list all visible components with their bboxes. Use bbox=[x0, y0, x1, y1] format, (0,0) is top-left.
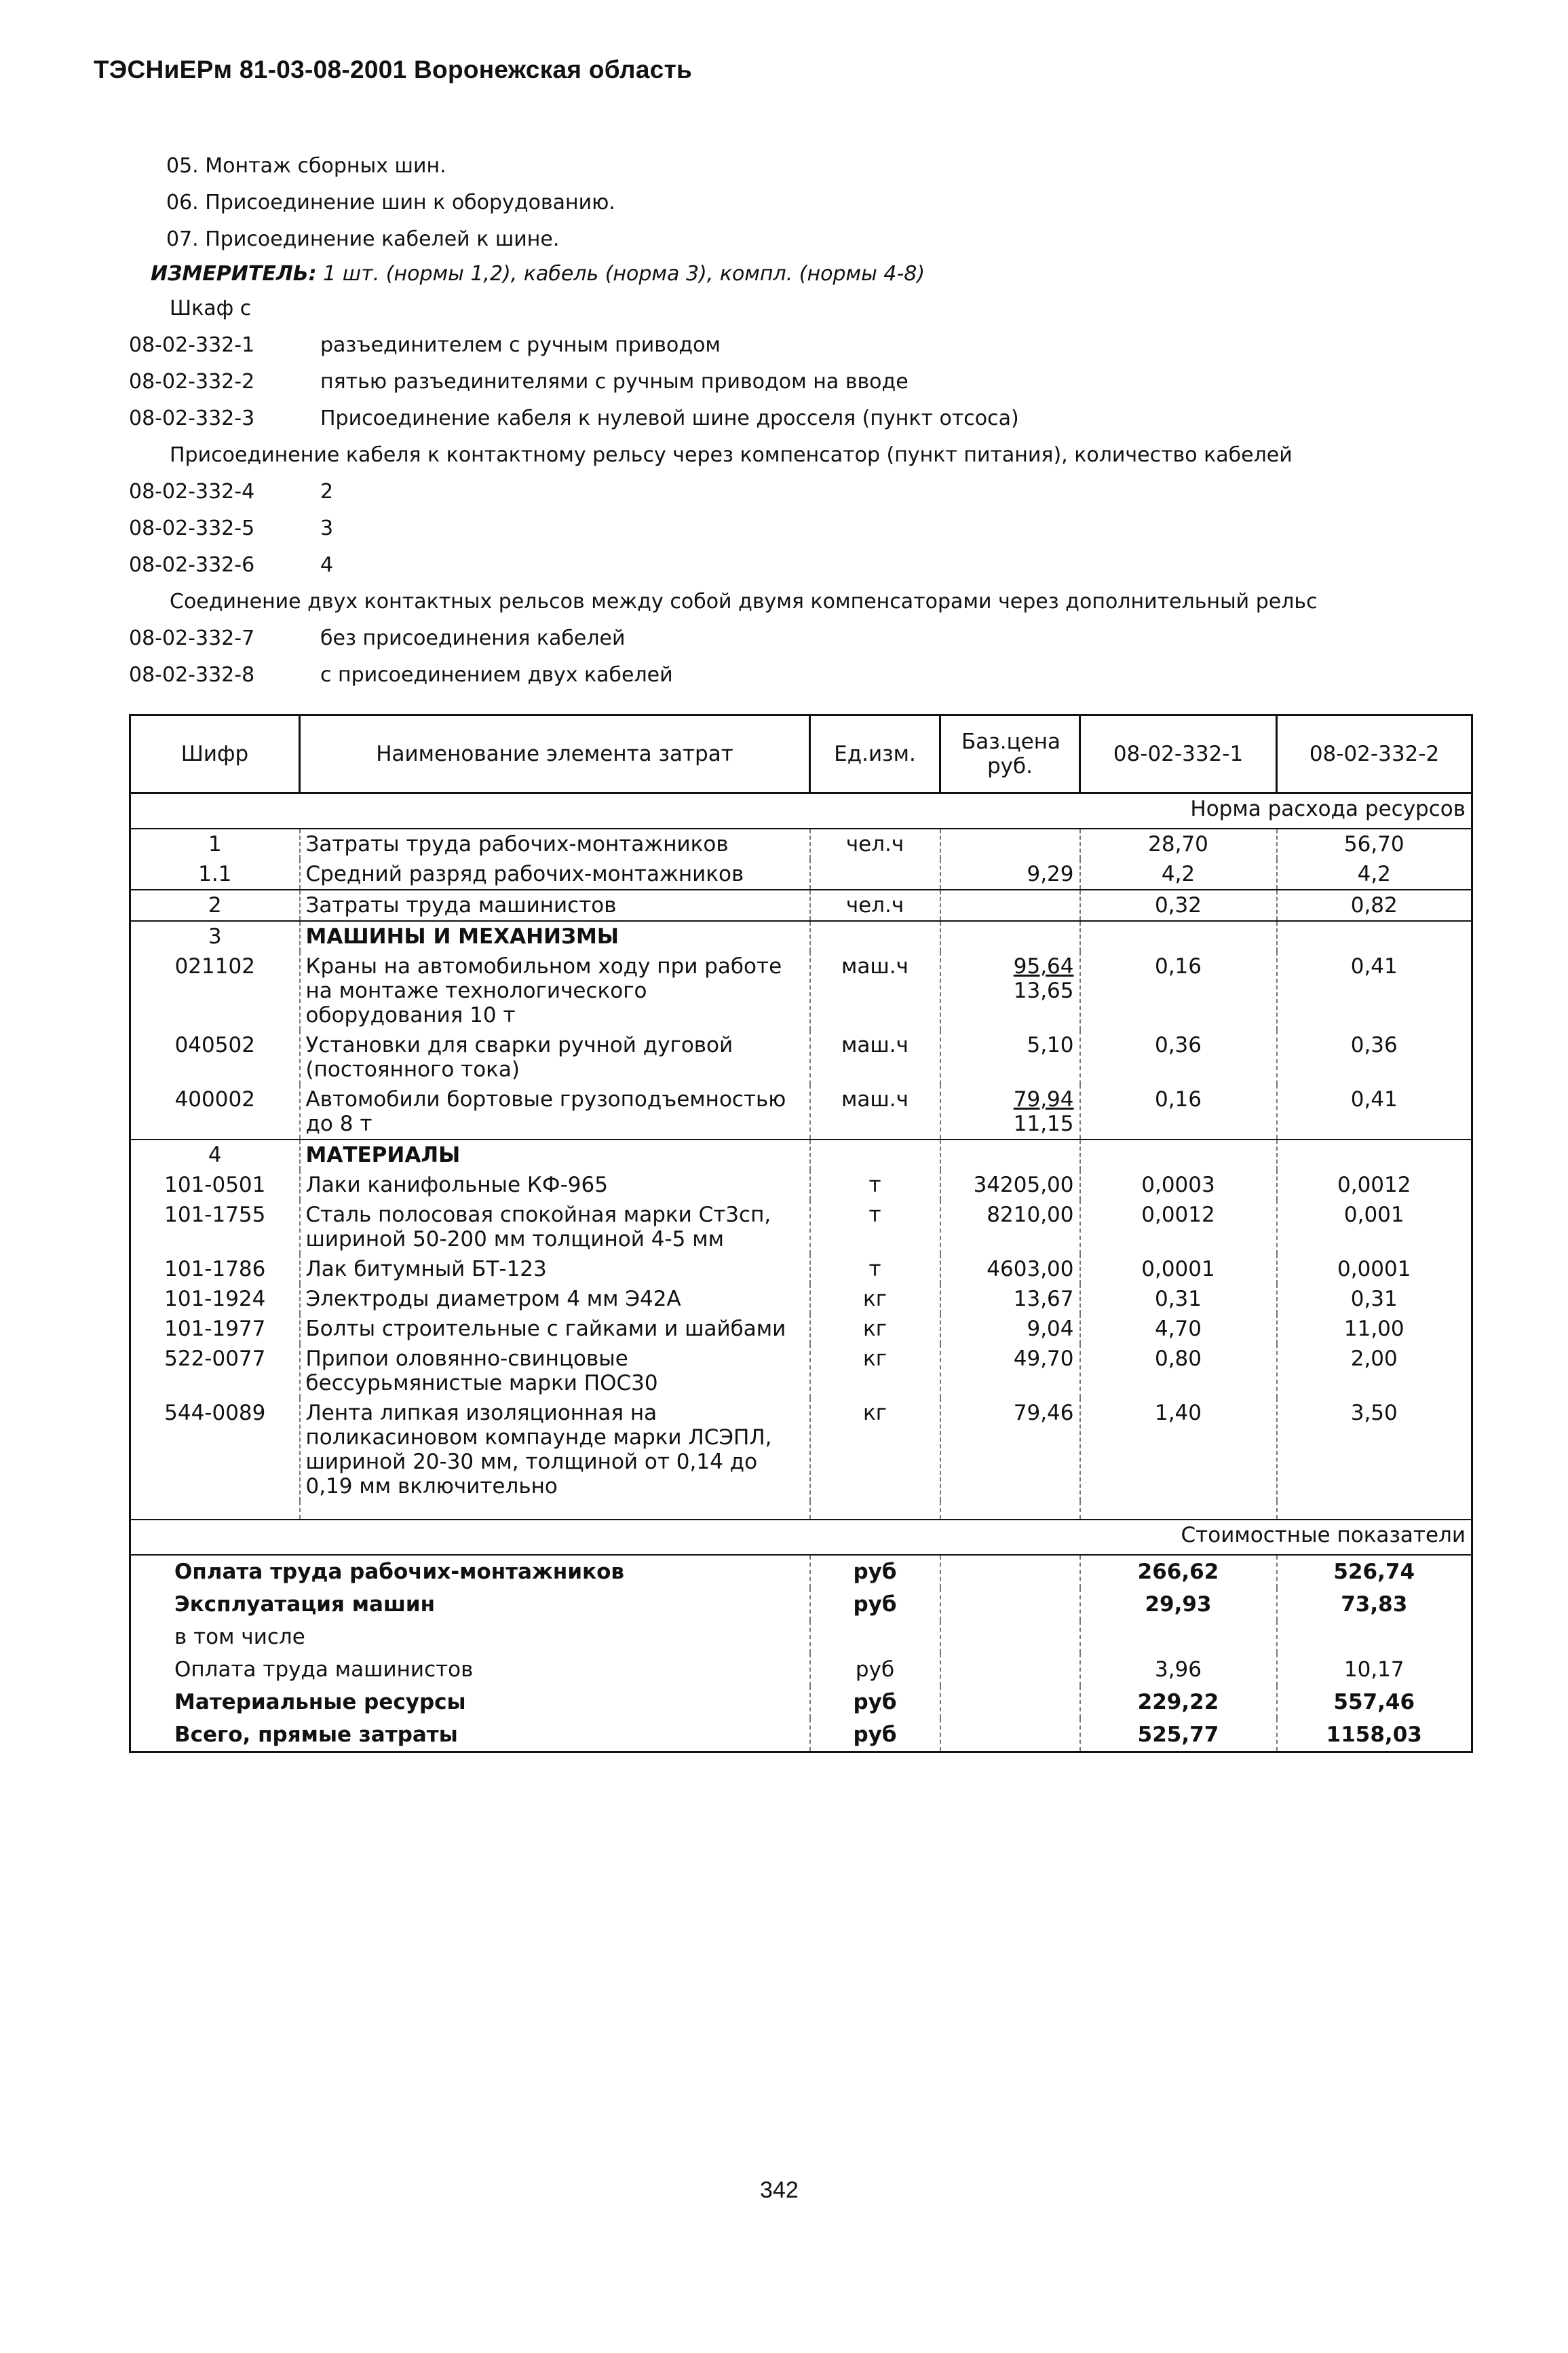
section-header-row bbox=[130, 793, 1472, 829]
spacer-cell bbox=[130, 1501, 300, 1520]
row-value-2: 56,70 bbox=[1277, 829, 1472, 859]
row-value-2: 0,001 bbox=[1277, 1200, 1472, 1254]
summary-unit: руб bbox=[810, 1588, 940, 1621]
table-row bbox=[130, 952, 1472, 1030]
norm-group-heading: Шкаф с bbox=[170, 297, 252, 320]
summary-empty bbox=[940, 1718, 1080, 1752]
row-value-1: 0,80 bbox=[1080, 1344, 1277, 1398]
col-header-code: Шифр bbox=[130, 715, 300, 793]
table-row bbox=[130, 1170, 1472, 1200]
row-value-2 bbox=[1277, 1140, 1472, 1170]
table-row bbox=[130, 1085, 1472, 1140]
summary-value-2: 1158,03 bbox=[1277, 1718, 1472, 1752]
row-name: Припои оловянно-свинцовые бессурьмянистые марки ПОС30 bbox=[300, 1344, 810, 1398]
row-unit: маш.ч bbox=[810, 1085, 940, 1140]
row-price bbox=[940, 1140, 1080, 1170]
row-value-1: 0,16 bbox=[1080, 1085, 1277, 1140]
row-price: 13,67 bbox=[940, 1284, 1080, 1314]
row-value-1: 0,36 bbox=[1080, 1030, 1277, 1085]
row-unit bbox=[810, 859, 940, 890]
section-cost-label: Стоимостные показатели bbox=[130, 1520, 1472, 1555]
summary-value-1: 3,96 bbox=[1080, 1653, 1277, 1686]
table-row bbox=[130, 1254, 1472, 1284]
summary-row bbox=[130, 1718, 1472, 1752]
row-unit: т bbox=[810, 1170, 940, 1200]
norm-code: 08-02-332-5 bbox=[129, 516, 255, 540]
row-name: Болты строительные с гайками и шайбами bbox=[300, 1314, 810, 1344]
summary-value-1: 525,77 bbox=[1080, 1718, 1277, 1752]
table-row bbox=[130, 829, 1472, 859]
row-value-1: 4,2 bbox=[1080, 859, 1277, 890]
summary-value-1: 229,22 bbox=[1080, 1686, 1277, 1718]
row-price bbox=[940, 1085, 1080, 1140]
price-labor-share: 13,65 bbox=[1013, 979, 1074, 1003]
col-header-norm-2: 08-02-332-2 bbox=[1277, 715, 1472, 793]
row-name: Сталь полосовая спокойная марки Ст3сп, шириной 50-200 мм толщиной 4-5 мм bbox=[300, 1200, 810, 1254]
row-value-2: 4,2 bbox=[1277, 859, 1472, 890]
table-row bbox=[130, 1314, 1472, 1344]
summary-value-2: 557,46 bbox=[1277, 1686, 1472, 1718]
norm-name: Присоединение кабеля к нулевой шине дросселя (пункт отсоса) bbox=[320, 407, 1019, 430]
norm-item bbox=[129, 474, 1486, 510]
work-steps-list bbox=[166, 148, 615, 258]
row-unit: маш.ч bbox=[810, 1030, 940, 1085]
norm-code: 08-02-332-6 bbox=[129, 553, 255, 577]
row-value-2: 2,00 bbox=[1277, 1344, 1472, 1398]
spacer-cell bbox=[1080, 1501, 1277, 1520]
row-value-2 bbox=[1277, 921, 1472, 952]
row-unit: кг bbox=[810, 1344, 940, 1398]
summary-name: Оплата труда рабочих-монтажников bbox=[130, 1555, 810, 1588]
work-step: 05. Монтаж сборных шин. bbox=[166, 154, 446, 178]
table-header-row bbox=[130, 715, 1472, 793]
row-value-2: 0,0001 bbox=[1277, 1254, 1472, 1284]
summary-unit: руб bbox=[810, 1555, 940, 1588]
norm-name: пятью разъединителями с ручным приводом на вводе bbox=[320, 370, 909, 394]
row-value-1: 0,31 bbox=[1080, 1284, 1277, 1314]
summary-value-2 bbox=[1277, 1621, 1472, 1653]
row-value-2: 0,41 bbox=[1277, 1085, 1472, 1140]
norm-item bbox=[129, 547, 1486, 584]
summary-name: Материальные ресурсы bbox=[130, 1686, 810, 1718]
row-unit: кг bbox=[810, 1398, 940, 1501]
summary-unit bbox=[810, 1621, 940, 1653]
row-name: МАШИНЫ И МЕХАНИЗМЫ bbox=[300, 921, 810, 952]
row-code: 040502 bbox=[130, 1030, 300, 1085]
measurement-text: 1 шт. (нормы 1,2), кабель (норма 3), компл. (нормы 4-8) bbox=[323, 262, 925, 286]
row-value-2: 0,0012 bbox=[1277, 1170, 1472, 1200]
summary-name: Эксплуатация машин bbox=[130, 1588, 810, 1621]
row-value-1: 0,0012 bbox=[1080, 1200, 1277, 1254]
price-base: 95,64 bbox=[1013, 954, 1074, 979]
row-code: 021102 bbox=[130, 952, 300, 1030]
row-name: Лента липкая изоляционная на поликасиновом компаунде марки ЛСЭПЛ, шириной 20-30 мм, толщиной от 0,14 до 0,19 мм включительно bbox=[300, 1398, 810, 1501]
row-value-1: 0,32 bbox=[1080, 890, 1277, 921]
summary-unit: руб bbox=[810, 1718, 940, 1752]
table-spacer-row bbox=[130, 1501, 1472, 1520]
row-unit: т bbox=[810, 1254, 940, 1284]
norm-code: 08-02-332-4 bbox=[129, 480, 255, 504]
row-price bbox=[940, 921, 1080, 952]
norm-item bbox=[129, 620, 1486, 657]
summary-row bbox=[130, 1621, 1472, 1653]
row-price bbox=[940, 829, 1080, 859]
summary-row bbox=[130, 1588, 1472, 1621]
row-name: Затраты труда рабочих-монтажников bbox=[300, 829, 810, 859]
price-labor-share: 11,15 bbox=[1013, 1112, 1074, 1136]
summary-row bbox=[130, 1686, 1472, 1718]
row-value-1: 4,70 bbox=[1080, 1314, 1277, 1344]
table-row bbox=[130, 921, 1472, 952]
row-value-1 bbox=[1080, 1140, 1277, 1170]
spacer-cell bbox=[810, 1501, 940, 1520]
summary-name: Всего, прямые затраты bbox=[130, 1718, 810, 1752]
table-row bbox=[130, 1344, 1472, 1398]
norm-code: 08-02-332-7 bbox=[129, 626, 255, 650]
section-norm-label: Норма расхода ресурсов bbox=[130, 793, 1472, 829]
norm-item bbox=[129, 364, 1486, 400]
norm-name: с присоединением двух кабелей bbox=[320, 663, 673, 687]
col-header-norm-1: 08-02-332-1 bbox=[1080, 715, 1277, 793]
row-price bbox=[940, 890, 1080, 921]
norm-code: 08-02-332-2 bbox=[129, 370, 255, 394]
row-unit: кг bbox=[810, 1284, 940, 1314]
table-row bbox=[130, 1200, 1472, 1254]
table-row bbox=[130, 1398, 1472, 1501]
summary-value-1: 29,93 bbox=[1080, 1588, 1277, 1621]
section-header-row bbox=[130, 1520, 1472, 1555]
norm-item bbox=[129, 657, 1486, 694]
row-code: 3 bbox=[130, 921, 300, 952]
summary-empty bbox=[940, 1588, 1080, 1621]
row-name: Лак битумный БТ-123 bbox=[300, 1254, 810, 1284]
table-row bbox=[130, 1284, 1472, 1314]
measurement-label: ИЗМЕРИТЕЛЬ: bbox=[151, 262, 317, 286]
row-code: 101-1786 bbox=[130, 1254, 300, 1284]
norm-name: 4 bbox=[320, 553, 334, 577]
resource-norms-table bbox=[129, 714, 1473, 1753]
row-name: Лаки канифольные КФ-965 bbox=[300, 1170, 810, 1200]
row-code: 101-1977 bbox=[130, 1314, 300, 1344]
running-header: ТЭСНиЕРм 81-03-08-2001 Воронежская область bbox=[94, 56, 693, 83]
row-price: 4603,00 bbox=[940, 1254, 1080, 1284]
work-step: 07. Присоединение кабелей к шине. bbox=[166, 227, 560, 251]
norm-group-heading: Соединение двух контактных рельсов между собой двумя компенсаторами через дополнительный рельс bbox=[170, 590, 1318, 614]
summary-empty bbox=[940, 1686, 1080, 1718]
row-value-2: 3,50 bbox=[1277, 1398, 1472, 1501]
row-code: 101-1924 bbox=[130, 1284, 300, 1314]
spacer-cell bbox=[1277, 1501, 1472, 1520]
summary-row bbox=[130, 1555, 1472, 1588]
row-value-2: 0,82 bbox=[1277, 890, 1472, 921]
row-price: 34205,00 bbox=[940, 1170, 1080, 1200]
row-name: Краны на автомобильном ходу при работе на монтаже технологического оборудования 10 т bbox=[300, 952, 810, 1030]
summary-empty bbox=[940, 1555, 1080, 1588]
spacer-cell bbox=[940, 1501, 1080, 1520]
row-value-2: 0,41 bbox=[1277, 952, 1472, 1030]
row-unit: чел.ч bbox=[810, 829, 940, 859]
row-unit: чел.ч bbox=[810, 890, 940, 921]
norm-code: 08-02-332-1 bbox=[129, 333, 255, 357]
norm-code: 08-02-332-8 bbox=[129, 663, 255, 687]
summary-value-2: 10,17 bbox=[1277, 1653, 1472, 1686]
row-price: 79,46 bbox=[940, 1398, 1080, 1501]
summary-empty bbox=[940, 1653, 1080, 1686]
row-value-1: 0,0003 bbox=[1080, 1170, 1277, 1200]
summary-value-2: 73,83 bbox=[1277, 1588, 1472, 1621]
table-row bbox=[130, 1140, 1472, 1170]
col-header-unit: Ед.изм. bbox=[810, 715, 940, 793]
summary-value-1 bbox=[1080, 1621, 1277, 1653]
table-row bbox=[130, 890, 1472, 921]
norm-name: разъединителем с ручным приводом bbox=[320, 333, 721, 357]
row-price: 9,29 bbox=[940, 859, 1080, 890]
norm-item bbox=[129, 327, 1486, 364]
row-code: 4 bbox=[130, 1140, 300, 1170]
row-name: Установки для сварки ручной дуговой (постоянного тока) bbox=[300, 1030, 810, 1085]
norm-item bbox=[129, 400, 1486, 437]
row-value-1: 0,16 bbox=[1080, 952, 1277, 1030]
row-value-1: 28,70 bbox=[1080, 829, 1277, 859]
summary-name: Оплата труда машинистов bbox=[130, 1653, 810, 1686]
summary-value-2: 526,74 bbox=[1277, 1555, 1472, 1588]
row-code: 400002 bbox=[130, 1085, 300, 1140]
row-code: 544-0089 bbox=[130, 1398, 300, 1501]
row-name: Затраты труда машинистов bbox=[300, 890, 810, 921]
row-unit: кг bbox=[810, 1314, 940, 1344]
row-value-2: 0,36 bbox=[1277, 1030, 1472, 1085]
norms-list bbox=[129, 290, 1486, 694]
norm-item bbox=[129, 510, 1486, 547]
summary-name: в том числе bbox=[130, 1621, 810, 1653]
summary-unit: руб bbox=[810, 1686, 940, 1718]
row-unit: т bbox=[810, 1200, 940, 1254]
row-code: 2 bbox=[130, 890, 300, 921]
row-unit bbox=[810, 1140, 940, 1170]
row-name: Электроды диаметром 4 мм Э42А bbox=[300, 1284, 810, 1314]
row-price: 5,10 bbox=[940, 1030, 1080, 1085]
row-unit bbox=[810, 921, 940, 952]
row-price: 9,04 bbox=[940, 1314, 1080, 1344]
summary-unit: руб bbox=[810, 1653, 940, 1686]
norm-name: без присоединения кабелей bbox=[320, 626, 626, 650]
row-price bbox=[940, 952, 1080, 1030]
summary-row bbox=[130, 1653, 1472, 1686]
row-name: МАТЕРИАЛЫ bbox=[300, 1140, 810, 1170]
row-code: 101-0501 bbox=[130, 1170, 300, 1200]
summary-value-1: 266,62 bbox=[1080, 1555, 1277, 1588]
price-base: 79,94 bbox=[1013, 1087, 1074, 1112]
norm-name: 2 bbox=[320, 480, 334, 504]
row-name: Средний разряд рабочих-монтажников bbox=[300, 859, 810, 890]
row-value-1: 0,0001 bbox=[1080, 1254, 1277, 1284]
row-value-1: 1,40 bbox=[1080, 1398, 1277, 1501]
row-code: 101-1755 bbox=[130, 1200, 300, 1254]
measurement-unit-line bbox=[151, 262, 925, 286]
row-code: 522-0077 bbox=[130, 1344, 300, 1398]
table-row bbox=[130, 859, 1472, 890]
col-header-name: Наименование элемента затрат bbox=[300, 715, 810, 793]
page-number: 342 bbox=[760, 2177, 799, 2203]
summary-empty bbox=[940, 1621, 1080, 1653]
spacer-cell bbox=[300, 1501, 810, 1520]
table-row bbox=[130, 1030, 1472, 1085]
norm-group-heading: Присоединение кабеля к контактному рельсу через компенсатор (пункт питания), количество кабелей bbox=[170, 443, 1293, 467]
row-unit: маш.ч bbox=[810, 952, 940, 1030]
row-value-2: 11,00 bbox=[1277, 1314, 1472, 1344]
work-step: 06. Присоединение шин к оборудованию. bbox=[166, 191, 615, 214]
norm-code: 08-02-332-3 bbox=[129, 407, 255, 430]
col-header-price: Баз.цена руб. bbox=[940, 715, 1080, 793]
row-price: 49,70 bbox=[940, 1344, 1080, 1398]
row-price: 8210,00 bbox=[940, 1200, 1080, 1254]
row-name: Автомобили бортовые грузоподъемностью до 8 т bbox=[300, 1085, 810, 1140]
row-value-1 bbox=[1080, 921, 1277, 952]
norm-name: 3 bbox=[320, 516, 334, 540]
row-value-2: 0,31 bbox=[1277, 1284, 1472, 1314]
row-code: 1 bbox=[130, 829, 300, 859]
row-code: 1.1 bbox=[130, 859, 300, 890]
